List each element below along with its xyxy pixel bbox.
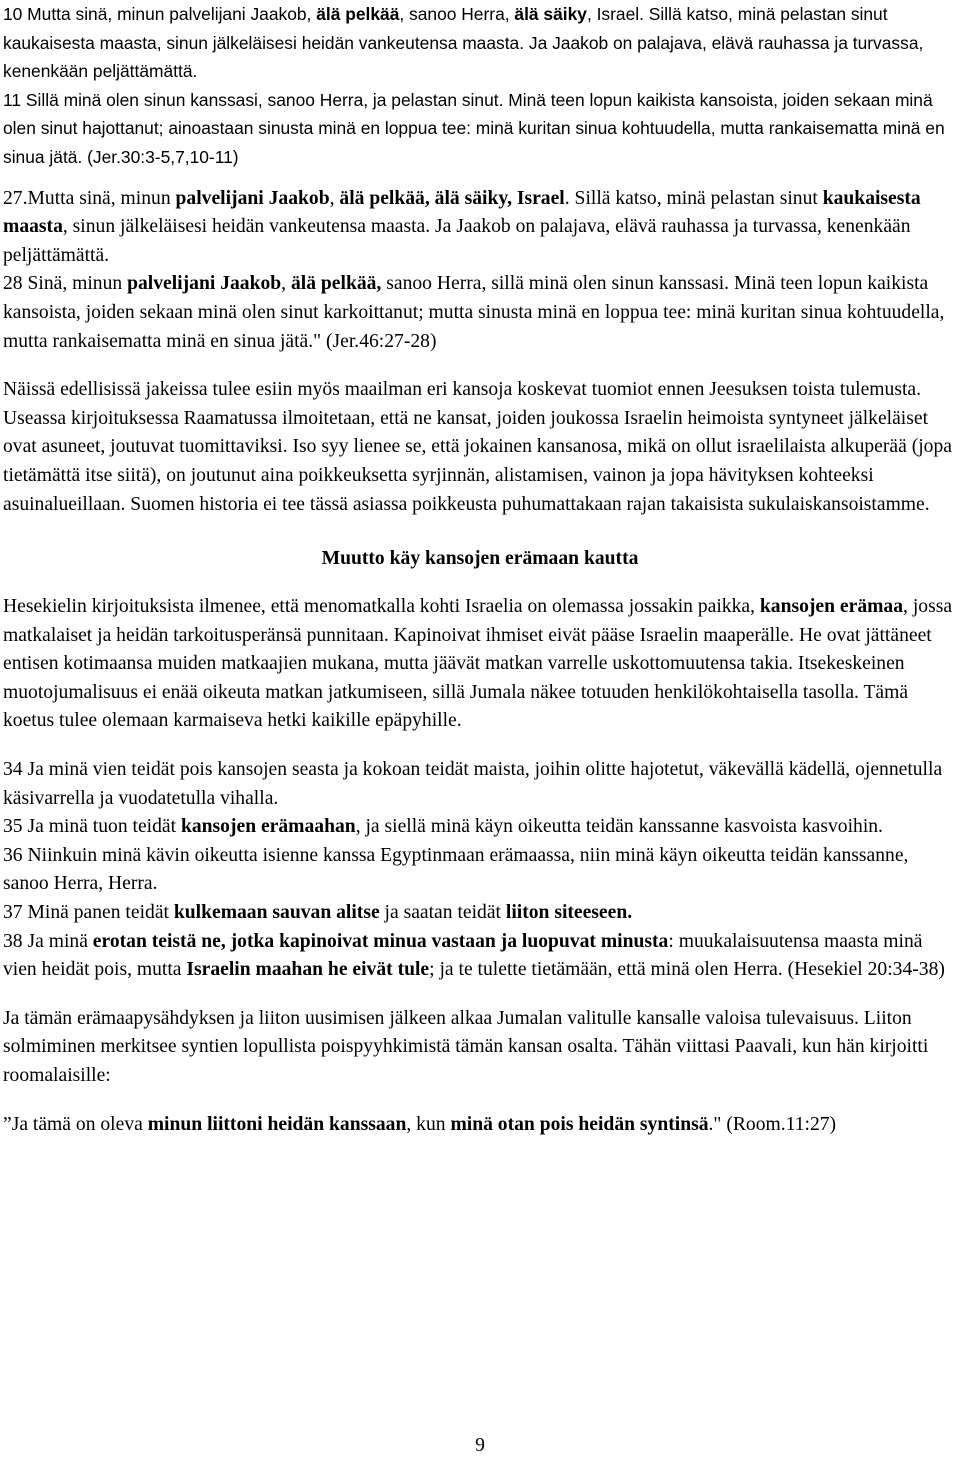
verse-jer46-28: 28 Sinä, minun palvelijani Jaakob, älä pelkää, sanoo Herra, sillä minä olen sinun kanssasi. Minä teen lopun kaikista kansoista, joiden sekaan minä olen sinut karkoittanut; mutta sinusta minä en loppua tee: minä kuritan sinua kohtuudella, mutta rankaisematta minä en sinua jätä." (Jer.46:27-28) xyxy=(3,273,945,352)
page-number: 9 xyxy=(475,1435,485,1456)
section-heading: Muutto käy kansojen erämaan kautta xyxy=(321,548,639,570)
verse-jer46-27: 27.Mutta sinä, minun palvelijani Jaakob, älä pelkää, älä säiky, Israel. Sillä katso, minä pelastan sinut kaukaisesta maasta, sinun jälkeläisesi heidän vankeutensa maasta. Ja Jaakob on palajava, elävä rauhassa ja turvassa, kenenkään peljättämättä. xyxy=(3,187,921,266)
verse-jer30-11: 11 Sillä minä olen sinun kanssasi, sanoo Herra, ja pelastan sinut. Minä teen lopun kaikista kansoista, joiden sekaan minä olen sinut hajottanut; ainoastaan sinusta minä en loppua tee: minä kuritan sinua kohtuudella, mutta rankaisematta minä en sinua jätä. (Jer.30:3-5,7,10-11) xyxy=(3,89,945,167)
emphasis: liiton siteeseen. xyxy=(505,902,633,924)
emphasis: palvelijani Jaakob xyxy=(127,273,282,295)
paragraph-wilderness: Hesekielin kirjoituksista ilmenee, että menomatkalla kohti Israelia on olemassa jossakin paikka, kansojen erämaa, jossa matkalaiset ja heidän tarkoitusperänsä punnitaan. Kapinoivat ihmiset eivät pääse Israelin maaperälle. He ovat jättäneet entisen kotimaansa muiden matkaajien mukana, mutta jäävät matkan varrelle uskottomuutensa takia. Itsekeskeinen muotojumalisuus ei enää oikeuta matkan jatkumiseen, sillä Jumala näkee totuuden henkilökohtaisella tasolla. Tämä koetus tulee olemaan karmaiseva hetki kaikille epäpyhille. xyxy=(3,596,953,732)
emphasis: Israelin maahan he eivät tule xyxy=(186,959,430,981)
verse-ezek20-36: 36 Niinkuin minä kävin oikeutta isienne kanssa Egyptinmaan erämaassa, niin minä käyn oikeutta teidän kanssanne, sanoo Herra, Herra. xyxy=(3,844,909,895)
verse-ezek20-38: 38 Ja minä erotan teistä ne, jotka kapinoivat minua vastaan ja luopuvat minusta: muukalaisuutensa maasta minä vien heidät pois, mutta Israelin maahan he eivät tule; ja te tulette tietämään, että minä olen Herra. (Hesekiel 20:34-38) xyxy=(3,930,945,981)
emphasis: kansojen erämaa xyxy=(759,596,904,618)
emphasis: minä otan pois heidän syntinsä xyxy=(450,1113,709,1135)
emphasis: älä pelkää, xyxy=(290,273,382,295)
emphasis: älä säiky xyxy=(514,4,587,24)
emphasis: älä pelkää, älä säiky, Israel xyxy=(339,187,565,209)
document-page xyxy=(3,0,957,1139)
paragraph-future: Ja tämän erämaapysähdyksen ja liiton uusimisen jälkeen alkaa Jumalan valitulle kansalle valoisa tulevaisuus. Liiton solmiminen merkitsee syntien lopullista poispyyhkimistä tämän kansan osalta. Tähän viittasi Paavali, kun hän kirjoitti roomalaisille: xyxy=(3,1007,929,1086)
verse-ezek20-34: 34 Ja minä vien teidät pois kansojen seasta ja kokoan teidät maista, joihin olitte hajotetut, väkevällä kädellä, ojennetulla käsivarrella ja vuodatetulla vihalla. xyxy=(3,759,943,809)
verse-jer30-10: 10 Mutta sinä, minun palvelijani Jaakob, älä pelkää, sanoo Herra, älä säiky, Israel. Sillä katso, minä pelastan sinut kaukaisesta maasta, sinun jälkeläisesi heidän vankeutensa maasta. Ja Jaakob on palajava, elävä rauhassa ja turvassa, kenenkään peljättämättä. xyxy=(3,4,924,82)
paragraph-judgments: Näissä edellisissä jakeissa tulee esiin myös maailman eri kansoja koskevat tuomiot ennen Jeesuksen toista tulemusta. Useassa kirjoituksessa Raamatussa ilmoitetaan, että ne kansat, joiden joukossa Israelin heimoista syntyneet jälkeläiset ovat asuneet, joutuvat tuomittaviksi. Iso syy lienee se, että jokainen kansanosa, mikä on ollut israelilaista alkuperää (jopa tietämättä itse siitä), on joutunut aina poikkeuksetta syrjinnän, alistamisen, vainon ja jopa hävityksen kohteeksi asuinalueillaan. Suomen historia ei tee tässä asiassa poikkeusta puhumattakaan rajan takaisista sukulaiskansoistamme. xyxy=(3,379,952,515)
quote-romans-11-27: ”Ja tämä on oleva minun liittoni heidän kanssaan, kun minä otan pois heidän syntinsä." (Room.11:27) xyxy=(3,1113,837,1135)
emphasis: palvelijani Jaakob xyxy=(175,187,330,209)
emphasis: erotan teistä ne, jotka kapinoivat minua vastaan ja luopuvat minusta xyxy=(92,930,669,952)
emphasis: kulkemaan sauvan alitse xyxy=(173,902,380,924)
emphasis: älä pelkää xyxy=(316,4,400,24)
emphasis: minun liittoni heidän kanssaan xyxy=(147,1113,407,1135)
emphasis: kaukaisesta maasta xyxy=(3,187,921,238)
verse-ezek20-37: 37 Minä panen teidät kulkemaan sauvan alitse ja saatan teidät liiton siteeseen. xyxy=(3,902,633,924)
emphasis: kansojen erämaahan xyxy=(180,816,356,838)
verse-ezek20-35: 35 Ja minä tuon teidät kansojen erämaahan, ja siellä minä käyn oikeutta teidän kanssanne kasvoista kasvoihin. xyxy=(3,816,883,838)
